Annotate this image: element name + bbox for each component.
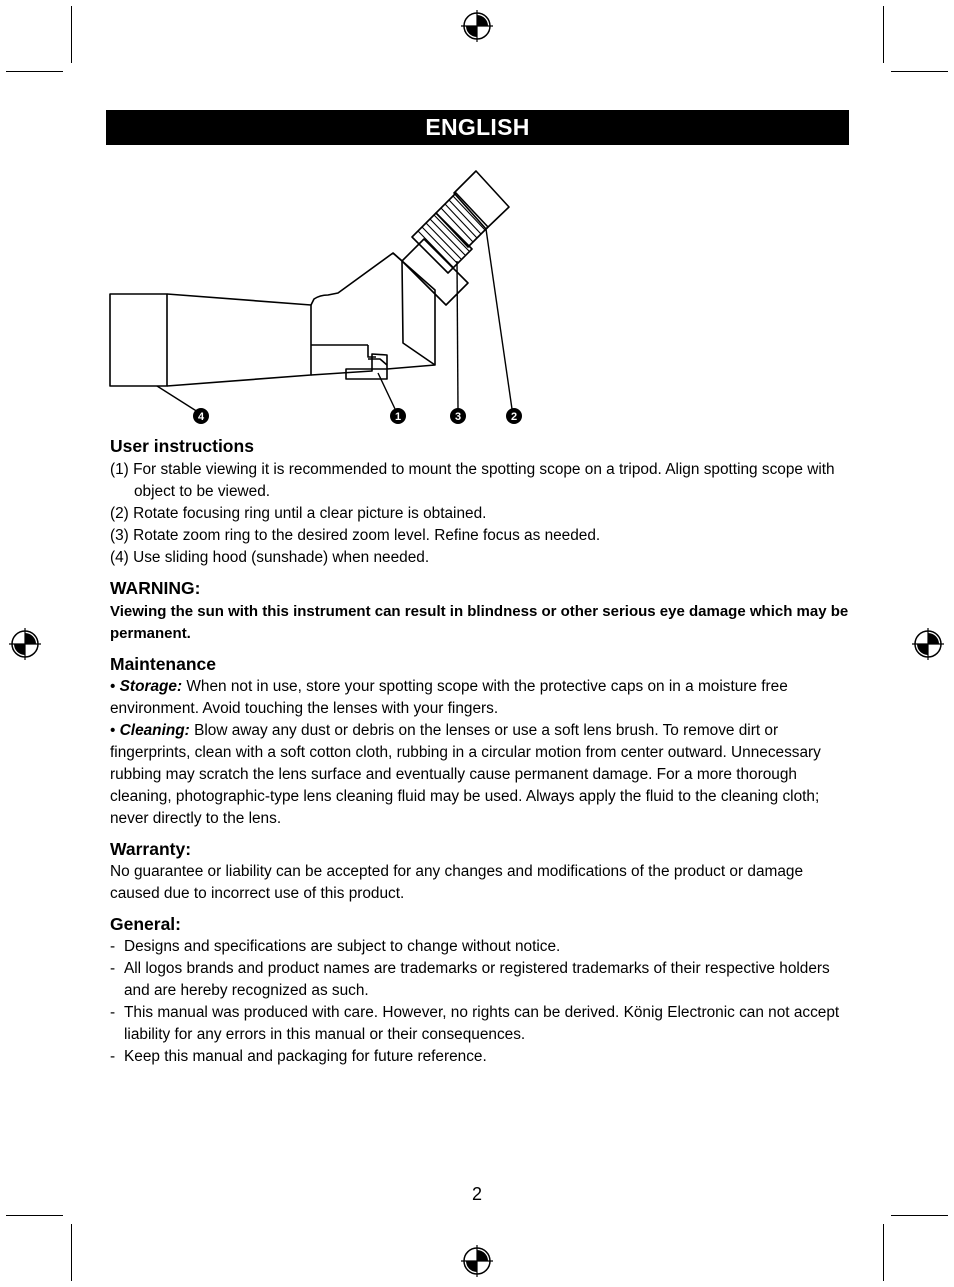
general-item: - Designs and specifications are subject to change without notice. xyxy=(110,936,850,958)
maintenance-heading: Maintenance xyxy=(110,654,216,674)
registration-mark-icon xyxy=(9,628,41,660)
general-item: - This manual was produced with care. However, no rights can be derived. König Electronic can not accept liability for any errors in this manual or their consequences. xyxy=(110,1002,850,1046)
cleaning-paragraph: • Cleaning: Blow away any dust or debris on the lenses or use a soft lens brush. To remove dirt or fingerprints, clean with a soft cotton cloth, rubbing in a circular motion from center outward. Unnecessary rubbing may scratch the lens surface and eventually cause permanent damage. For a more thorough cleaning, photographic-type lens cleaning fluid may be used. Always apply the fluid to the cleaning cloth; never directly to the lens. xyxy=(110,722,821,827)
crop-mark xyxy=(6,71,63,72)
warning-section xyxy=(110,576,850,645)
language-banner-text: ENGLISH xyxy=(425,114,530,140)
storage-label: Storage: xyxy=(119,678,183,695)
general-section xyxy=(110,912,850,1068)
crop-mark xyxy=(891,1215,948,1216)
spotting-scope-diagram xyxy=(106,165,536,427)
cleaning-label: Cleaning: xyxy=(119,722,190,739)
general-list xyxy=(110,936,850,1068)
registration-mark-icon xyxy=(461,10,493,42)
callout-number: 1 xyxy=(394,411,402,423)
crop-mark xyxy=(71,1224,72,1281)
warning-heading: WARNING: xyxy=(110,578,201,598)
callout-number: 3 xyxy=(454,411,462,423)
registration-mark-icon xyxy=(912,628,944,660)
crop-mark xyxy=(883,1224,884,1281)
callout-number: 4 xyxy=(197,411,205,423)
user-instructions-heading: User instructions xyxy=(110,436,254,456)
warranty-heading: Warranty: xyxy=(110,839,192,859)
manual-content xyxy=(110,434,850,1068)
warranty-text: No guarantee or liability can be accepted for any changes and modifications of the product or damage caused due to incorrect use of this product. xyxy=(110,863,804,902)
crop-mark xyxy=(883,6,884,63)
storage-text: When not in use, store your spotting scope with the protective caps on in a moisture free environment. Avoid touching the lenses with your fingers. xyxy=(110,678,788,717)
language-banner xyxy=(106,110,849,145)
crop-mark xyxy=(6,1215,63,1216)
crop-mark xyxy=(71,6,72,63)
registration-mark-icon xyxy=(461,1245,493,1277)
user-instructions-section xyxy=(110,434,850,569)
general-item: - Keep this manual and packaging for future reference. xyxy=(110,1046,850,1068)
crop-mark xyxy=(891,71,948,72)
callout-number: 2 xyxy=(510,411,518,423)
instruction-step: (2) Rotate focusing ring until a clear picture is obtained. xyxy=(110,505,487,522)
instruction-steps xyxy=(110,459,850,569)
instruction-step: (1) For stable viewing it is recommended to mount the spotting scope on a tripod. Align spotting scope with object to be viewed. xyxy=(110,461,835,500)
instruction-step: (3) Rotate zoom ring to the desired zoom level. Refine focus as needed. xyxy=(110,527,601,544)
sunshade-hood xyxy=(110,294,167,386)
page-number: 2 xyxy=(471,1184,482,1204)
general-heading: General: xyxy=(110,914,181,934)
warning-text: Viewing the sun with this instrument can result in blindness or other serious eye damage which may be permanent. xyxy=(110,603,849,642)
scope-tube xyxy=(167,294,311,386)
warranty-section xyxy=(110,837,850,905)
cleaning-text: Blow away any dust or debris on the lenses or use a soft lens brush. To remove dirt or fingerprints, clean with a soft cotton cloth, rubbing in a circular motion from center outward. Unnecessary rubbing may scratch the lens surface and eventually cause permanent damage. For a more thorough cleaning, photographic-type lens cleaning fluid may be used. Always apply the fluid to the cleaning cloth; never directly to the lens. xyxy=(110,722,821,827)
maintenance-section xyxy=(110,652,850,830)
instruction-step: (4) Use sliding hood (sunshade) when needed. xyxy=(110,549,430,566)
general-item: - All logos brands and product names are trademarks or registered trademarks of their respective holders and are hereby recognized as such. xyxy=(110,958,850,1002)
storage-paragraph: • Storage: When not in use, store your spotting scope with the protective caps on in a moisture free environment. Avoid touching the lenses with your fingers. xyxy=(110,678,788,717)
